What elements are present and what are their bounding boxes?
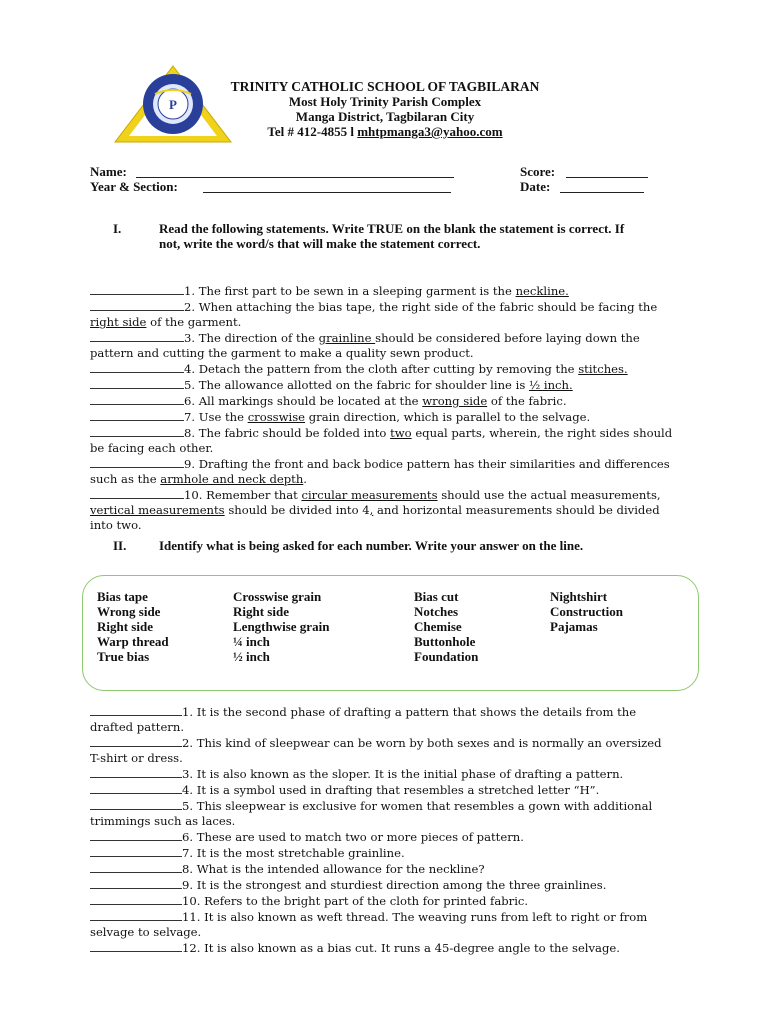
answer-blank[interactable]	[90, 877, 182, 889]
year-field[interactable]	[203, 180, 451, 193]
answer-blank[interactable]	[90, 766, 182, 778]
answer-blank[interactable]	[90, 704, 182, 716]
word-bank-col-2: Crosswise grain Right side Lengthwise grain ¼ inch ½ inch	[233, 589, 330, 664]
date-label: Date:	[520, 179, 551, 194]
score-label: Score:	[520, 164, 556, 179]
part1-item-9: 9. Drafting the front and back bodice pattern has their similarities and differences	[90, 456, 690, 472]
word-bank-col-3: Bias cut Notches Chemise Buttonhole Foundation	[414, 589, 479, 664]
part1-numeral: I.	[113, 221, 122, 236]
school-parish: Most Holy Trinity Parish Complex	[288, 94, 482, 109]
answer-blank[interactable]	[90, 330, 184, 342]
part2-item-9: 9. It is the strongest and sturdiest direction among the three grainlines.	[90, 877, 710, 893]
part1-item-8: 8. The fabric should be folded into two equal parts, wherein, the right sides should	[90, 425, 690, 441]
part2-item-8: 8. What is the intended allowance for the neckline?	[90, 861, 710, 877]
school-address: Manga District, Tagbilaran City	[295, 109, 475, 124]
part1-item-4: 4. Detach the pattern from the cloth after cutting by removing the stitches.	[90, 361, 690, 377]
answer-blank[interactable]	[90, 425, 184, 437]
school-name: TRINITY CATHOLIC SCHOOL OF TAGBILARAN	[230, 79, 540, 94]
part1-item-10: 10. Remember that circular measurements should use the actual measurements,	[90, 487, 690, 503]
part2-item-6: 6. These are used to match two or more pieces of pattern.	[90, 829, 710, 845]
part2-instructions: Identify what is being asked for each number. Write your answer on the line.	[159, 538, 584, 553]
part2-numeral: II.	[113, 538, 127, 553]
answer-blank[interactable]	[90, 393, 184, 405]
part2-item-10: 10. Refers to the bright part of the cloth for printed fabric.	[90, 893, 710, 909]
answer-blank[interactable]	[90, 409, 184, 421]
part2-item-4: 4. It is a symbol used in drafting that resembles a stretched letter “H”.	[90, 782, 710, 798]
part1-item-6: 6. All markings should be located at the wrong side of the fabric.	[90, 393, 690, 409]
answer-blank[interactable]	[90, 283, 184, 295]
year-label: Year & Section:	[90, 179, 178, 194]
answer-blank[interactable]	[90, 735, 182, 747]
answer-blank[interactable]	[90, 861, 182, 873]
part2-item-5: 5. This sleepwear is exclusive for women that resembles a gown with additional	[90, 798, 710, 814]
part2-item-7: 7. It is the most stretchable grainline.	[90, 845, 710, 861]
part2-item-12: 12. It is also known as a bias cut. It runs a 45-degree angle to the selvage.	[90, 940, 710, 956]
part1-item-7: 7. Use the crosswise grain direction, which is parallel to the selvage.	[90, 409, 690, 425]
answer-blank[interactable]	[90, 893, 182, 905]
part1-item-2: 2. When attaching the bias tape, the right side of the fabric should be facing the	[90, 299, 690, 315]
name-label: Name:	[90, 164, 127, 179]
answer-blank[interactable]	[90, 829, 182, 841]
part2-item-1: 1. It is the second phase of drafting a pattern that shows the details from the	[90, 704, 710, 720]
part2-item-11: 11. It is also known as weft thread. The weaving runs from left to right or from	[90, 909, 710, 925]
logo-letter: P	[169, 97, 177, 112]
part1-item-1: 1. The first part to be sewn in a sleeping garment is the neckline.	[90, 283, 690, 299]
answer-blank[interactable]	[90, 798, 182, 810]
answer-blank[interactable]	[90, 487, 184, 499]
answer-blank[interactable]	[90, 377, 184, 389]
word-bank-col-4: Nightshirt Construction Pajamas	[550, 589, 623, 634]
part1-item-5: 5. The allowance allotted on the fabric for shoulder line is ½ inch.	[90, 377, 690, 393]
date-field[interactable]	[560, 180, 644, 193]
answer-blank[interactable]	[90, 361, 184, 373]
answer-blank[interactable]	[90, 782, 182, 794]
answer-blank[interactable]	[90, 940, 182, 952]
answer-blank[interactable]	[90, 456, 184, 468]
word-bank-col-1: Bias tape Wrong side Right side Warp thread True bias	[97, 589, 169, 664]
answer-blank[interactable]	[90, 909, 182, 921]
answer-blank[interactable]	[90, 299, 184, 311]
school-tel: Tel # 412-4855 l	[267, 124, 358, 139]
answer-blank[interactable]	[90, 845, 182, 857]
score-field[interactable]	[566, 165, 648, 178]
school-email[interactable]: mhtpmanga3@yahoo.com	[357, 124, 503, 139]
part1-item-3: 3. The direction of the grainline should be considered before laying down the	[90, 330, 690, 346]
part2-item-2: 2. This kind of sleepwear can be worn by both sexes and is normally an oversized	[90, 735, 710, 751]
part2-item-3: 3. It is also known as the sloper. It is the initial phase of drafting a pattern.	[90, 766, 710, 782]
part1-instructions: Read the following statements. Write TRUE on the blank the statement is correct. If not, write the word/s that will make the statement correct.	[159, 221, 625, 251]
name-field[interactable]	[136, 165, 454, 178]
